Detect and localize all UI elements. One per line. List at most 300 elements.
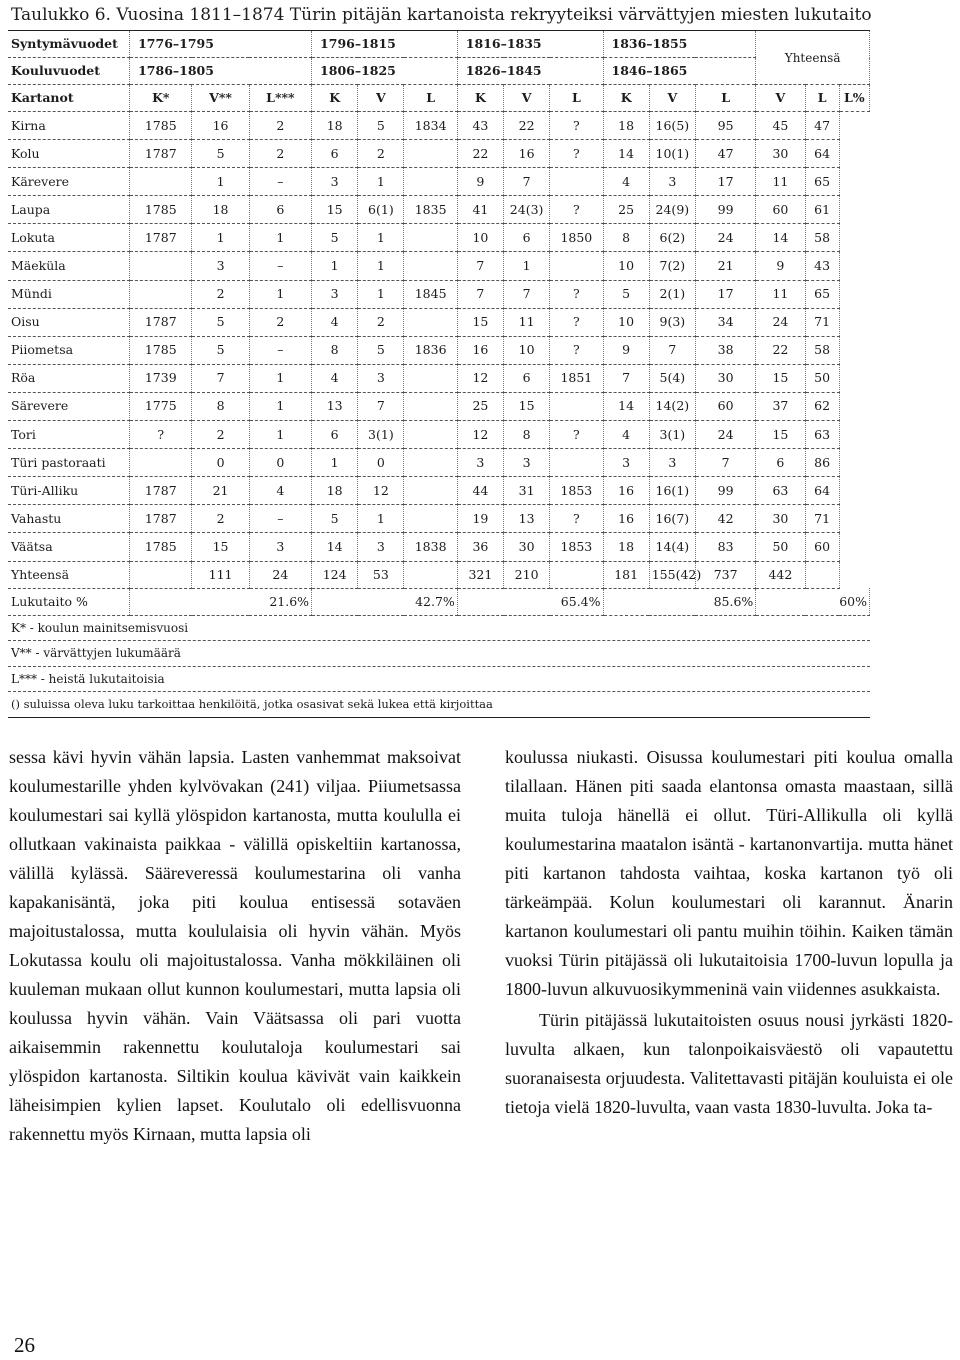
table-cell: [404, 505, 457, 533]
table-cell: –: [249, 252, 311, 280]
table-cell: 2: [249, 112, 311, 140]
table-cell: 3: [603, 449, 649, 477]
column-header: V: [504, 85, 550, 112]
table-cell: [404, 477, 457, 505]
table-cell: 58: [805, 224, 839, 252]
table-title: Taulukko 6. Vuosina 1811–1874 Türin pitäjän kartanoista rekryyteiksi värvättyjen miesten lukutaito: [8, 4, 870, 31]
table-cell: 11: [504, 308, 550, 336]
table-cell: 7: [504, 280, 550, 308]
table-cell: 15: [312, 196, 358, 224]
table-cell: 1836: [404, 336, 457, 364]
table-cell: 21: [192, 477, 249, 505]
table-cell: 8: [603, 224, 649, 252]
table-cell: 0: [249, 449, 311, 477]
table-cell: 25: [457, 392, 503, 420]
table-cell: 6(1): [358, 196, 404, 224]
manor-name-cell: Kolu: [8, 140, 130, 168]
header-period: 1826–1845: [457, 58, 603, 85]
table-cell: 4: [312, 308, 358, 336]
paragraph: Türin pitäjässä lukutaitoisten osuus nousi jyrkästi 1820-luvulta alkaen, kun talonpoikaisväestö oli vapautettu suoranaisesta orjuudesta. Valitettavasti pitäjän kouluista ei ole tietoja vielä 1820-luvulta, vaan vasta 1830-luvulta. Joka ta-: [505, 1010, 953, 1117]
legend-line: () suluissa oleva luku tarkoittaa henkilöitä, jotka osasivat sekä lukea että kirjoittaa: [8, 692, 870, 718]
table-cell: 60: [805, 533, 839, 561]
literacy-percent: 42.7%: [312, 588, 458, 615]
table-cell: [130, 252, 192, 280]
table-cell: 1: [249, 421, 311, 449]
column-header: L: [695, 85, 755, 112]
table-cell: 3: [312, 280, 358, 308]
table-cell: ?: [550, 112, 603, 140]
table-cell: [130, 449, 192, 477]
table-cell: 1785: [130, 112, 192, 140]
table-cell: 4: [603, 421, 649, 449]
manor-name-cell: Tori: [8, 421, 130, 449]
column-header: V**: [192, 85, 249, 112]
totals-row: [8, 561, 870, 588]
table-cell: 50: [756, 533, 805, 561]
table-cell: 24(3): [504, 196, 550, 224]
legend-line: L*** - heistä lukutaitoisia: [8, 667, 870, 693]
table-cell: 2: [249, 308, 311, 336]
table-cell: 7: [192, 364, 249, 392]
table-cell: 5: [312, 224, 358, 252]
table-cell: 5: [358, 112, 404, 140]
totals-cell: 53: [358, 561, 404, 588]
totals-cell: [805, 561, 839, 588]
page-number: 26: [14, 1333, 35, 1357]
table-cell: 15: [756, 364, 805, 392]
table-cell: 2: [192, 505, 249, 533]
column-header: V: [756, 85, 805, 112]
table-cell: 3: [358, 364, 404, 392]
column-header: L%: [839, 85, 869, 112]
totals-cell: 737: [695, 561, 755, 588]
table-cell: 7: [603, 364, 649, 392]
table-cell: ?: [550, 196, 603, 224]
column-header: V: [358, 85, 404, 112]
manor-name-cell: Väätsa: [8, 533, 130, 561]
table-cell: 2: [358, 140, 404, 168]
table-cell: 22: [457, 140, 503, 168]
table-row: [8, 224, 870, 252]
table-cell: –: [249, 168, 311, 196]
table-cell: 7: [504, 168, 550, 196]
table-cell: 43: [805, 252, 839, 280]
table-cell: 0: [358, 449, 404, 477]
header-total: Yhteensä: [756, 31, 870, 85]
table-cell: [404, 364, 457, 392]
table-cell: 16: [504, 140, 550, 168]
literacy-table: [8, 31, 870, 616]
table-cell: 1838: [404, 533, 457, 561]
table-cell: 18: [603, 533, 649, 561]
literacy-row: [8, 588, 870, 615]
table-cell: 16: [192, 112, 249, 140]
manor-name-cell: Vahastu: [8, 505, 130, 533]
table-cell: 7: [457, 280, 503, 308]
table-cell: 7(2): [649, 252, 695, 280]
header-label: Syntymävuodet: [8, 31, 130, 58]
table-cell: 36: [457, 533, 503, 561]
table-cell: 4: [603, 168, 649, 196]
table-cell: 1: [358, 168, 404, 196]
table-cell: 6: [312, 421, 358, 449]
table-cell: 6(2): [649, 224, 695, 252]
table-cell: 16: [457, 336, 503, 364]
table-cell: 12: [457, 364, 503, 392]
table-cell: 1787: [130, 140, 192, 168]
table-cell: 18: [603, 112, 649, 140]
table-cell: [130, 280, 192, 308]
header-period: 1806–1825: [312, 58, 458, 85]
column-header: L: [550, 85, 603, 112]
table-cell: 6: [312, 140, 358, 168]
table-cell: 24: [695, 421, 755, 449]
header-period: 1786–1805: [130, 58, 312, 85]
table-cell: ?: [550, 421, 603, 449]
table-cell: ?: [550, 140, 603, 168]
table-cell: 1787: [130, 477, 192, 505]
table-cell: 83: [695, 533, 755, 561]
header-label: Kouluvuodet: [8, 58, 130, 85]
table-row: [8, 505, 870, 533]
table-cell: 1: [358, 505, 404, 533]
table-cell: 18: [312, 112, 358, 140]
table-cell: 30: [756, 505, 805, 533]
table-cell: 0: [192, 449, 249, 477]
table-cell: 10: [603, 252, 649, 280]
table-cell: 13: [504, 505, 550, 533]
table-cell: 10: [504, 336, 550, 364]
paragraph: sessa kävi hyvin vähän lapsia. Lasten vanhemmat maksoivat koulumestarille yhden kylvövakan (241) viljaa. Piiumetsassa koulumestari sai kyllä ylöspidon kartanosta, mutta koululla ei ollutkaan vakinaista paikkaa - välillä opiskeltiin kartanossa, välillä kylässä. Sääreveressä koulumestarina oli vanha kapakanisäntä, joka piti koulua entisessä sotaväen majoitustalossa, mutta koululaisia oli hyvin vähän. Myös Lokutassa koulu oli majoitustalossa. Vanha mökkiläinen oli kuuleman mukaan ollut kunnon koulumestari, mutta lapsia oli koulussa hyvin vähän. Vain Väätsassa oli pari vuotta aikaisemmin rakennettu koulutaloja koulumestari sai ylöspidon kartanosta. Siltikin koulua kävivät vain kaikkein läheisimpien kylien lapset. Koulutalo oli edellisvuonna rakennettu myös Kirnaan, mutta lapsia oli: [9, 747, 461, 1144]
table-cell: 47: [805, 112, 839, 140]
table-cell: 60: [695, 392, 755, 420]
table-cell: 31: [504, 477, 550, 505]
table-cell: 7: [457, 252, 503, 280]
table-cell: 3: [649, 168, 695, 196]
manor-name-cell: Röa: [8, 364, 130, 392]
table-row: [8, 140, 870, 168]
table-cell: 7: [649, 336, 695, 364]
table-cell: 62: [805, 392, 839, 420]
header-period: 1816–1835: [457, 31, 603, 58]
table-cell: 65: [805, 168, 839, 196]
table-cell: 37: [756, 392, 805, 420]
table-cell: 11: [756, 168, 805, 196]
table-cell: 3(1): [358, 421, 404, 449]
table-cell: 99: [695, 196, 755, 224]
table-cell: 6: [504, 364, 550, 392]
table-cell: [404, 392, 457, 420]
table-cell: 14(4): [649, 533, 695, 561]
totals-cell: 321: [457, 561, 503, 588]
totals-label: Yhteensä: [8, 561, 130, 588]
table-cell: 95: [695, 112, 755, 140]
table-cell: 1775: [130, 392, 192, 420]
table-cell: 15: [457, 308, 503, 336]
text-column-left: [9, 743, 461, 1149]
table-cell: 65: [805, 280, 839, 308]
table-cell: –: [249, 336, 311, 364]
table-cell: 30: [695, 364, 755, 392]
table-cell: 22: [504, 112, 550, 140]
table-cell: 3(1): [649, 421, 695, 449]
table-row: [8, 392, 870, 420]
table-cell: 1853: [550, 477, 603, 505]
table-cell: 1787: [130, 224, 192, 252]
table-cell: [550, 252, 603, 280]
table-cell: 6: [249, 196, 311, 224]
table-cell: 50: [805, 364, 839, 392]
table-cell: [404, 449, 457, 477]
table-cell: 1: [358, 252, 404, 280]
table-row: [8, 336, 870, 364]
column-header: Kartanot: [8, 85, 130, 112]
table-cell: 1: [249, 364, 311, 392]
table-cell: 3: [649, 449, 695, 477]
header-period: 1846–1865: [603, 58, 756, 85]
table-cell: 16(1): [649, 477, 695, 505]
legend-line: V** - värvättyjen lukumäärä: [8, 641, 870, 667]
table-cell: 12: [457, 421, 503, 449]
table-cell: [404, 252, 457, 280]
table-cell: 1739: [130, 364, 192, 392]
table-cell: 2: [192, 421, 249, 449]
table-cell: 1: [358, 280, 404, 308]
totals-cell: 155(42): [649, 561, 695, 588]
header-row-school-years: [8, 58, 870, 85]
table-cell: 99: [695, 477, 755, 505]
table-cell: 61: [805, 196, 839, 224]
totals-cell: 210: [504, 561, 550, 588]
table-cell: 17: [695, 168, 755, 196]
table-legend: [8, 616, 870, 718]
table-cell: [550, 449, 603, 477]
table-cell: 8: [192, 392, 249, 420]
table-row: [8, 449, 870, 477]
table-cell: 8: [504, 421, 550, 449]
column-header: L: [805, 85, 839, 112]
totals-cell: 124: [312, 561, 358, 588]
table-cell: 13: [312, 392, 358, 420]
manor-name-cell: Oisu: [8, 308, 130, 336]
column-header: L***: [249, 85, 311, 112]
header-period: 1776–1795: [130, 31, 312, 58]
literacy-percent: 60%: [756, 588, 870, 615]
table-cell: 30: [756, 140, 805, 168]
table-cell: 2: [192, 280, 249, 308]
table-cell: 64: [805, 140, 839, 168]
table-row: [8, 421, 870, 449]
table-cell: ?: [550, 308, 603, 336]
table-cell: 12: [358, 477, 404, 505]
table-cell: 63: [756, 477, 805, 505]
scanned-table-image: [8, 4, 870, 718]
table-row: [8, 196, 870, 224]
table-cell: 6: [756, 449, 805, 477]
manor-name-cell: Kärevere: [8, 168, 130, 196]
column-header: L: [404, 85, 457, 112]
table-cell: 24(9): [649, 196, 695, 224]
manor-name-cell: Türi-Alliku: [8, 477, 130, 505]
table-cell: 2: [249, 140, 311, 168]
table-cell: [550, 392, 603, 420]
table-cell: 41: [457, 196, 503, 224]
table-cell: 5(4): [649, 364, 695, 392]
table-row: [8, 112, 870, 140]
totals-cell: [130, 561, 192, 588]
table-cell: 14: [312, 533, 358, 561]
manor-name-cell: Lokuta: [8, 224, 130, 252]
table-cell: 9: [457, 168, 503, 196]
table-row: [8, 364, 870, 392]
table-cell: 14: [756, 224, 805, 252]
table-cell: 44: [457, 477, 503, 505]
table-cell: 21: [695, 252, 755, 280]
table-cell: 9(3): [649, 308, 695, 336]
text-column-right: [505, 743, 953, 1122]
literacy-label: Lukutaito %: [8, 588, 130, 615]
table-cell: 16(7): [649, 505, 695, 533]
table-cell: 1785: [130, 533, 192, 561]
table-cell: 45: [756, 112, 805, 140]
totals-cell: [404, 561, 457, 588]
table-cell: [404, 140, 457, 168]
table-cell: 38: [695, 336, 755, 364]
table-cell: 25: [603, 196, 649, 224]
literacy-percent: 21.6%: [130, 588, 312, 615]
table-cell: 14(2): [649, 392, 695, 420]
column-header: K: [312, 85, 358, 112]
table-cell: 1: [358, 224, 404, 252]
table-cell: 5: [358, 336, 404, 364]
table-cell: 5: [192, 140, 249, 168]
table-cell: 1834: [404, 112, 457, 140]
legend-line: K* - koulun mainitsemisvuosi: [8, 616, 870, 642]
table-cell: 58: [805, 336, 839, 364]
table-cell: 1835: [404, 196, 457, 224]
table-row: [8, 533, 870, 561]
column-header: K*: [130, 85, 192, 112]
manor-name-cell: Laupa: [8, 196, 130, 224]
table-row: [8, 477, 870, 505]
table-cell: 4: [249, 477, 311, 505]
manor-name-cell: Piiometsa: [8, 336, 130, 364]
table-cell: 16: [603, 505, 649, 533]
table-cell: 10(1): [649, 140, 695, 168]
table-cell: 1850: [550, 224, 603, 252]
table-cell: 6: [504, 224, 550, 252]
manor-name-cell: Särevere: [8, 392, 130, 420]
table-cell: 43: [457, 112, 503, 140]
table-cell: 3: [358, 533, 404, 561]
table-cell: ?: [130, 421, 192, 449]
table-cell: 14: [603, 140, 649, 168]
table-cell: 22: [756, 336, 805, 364]
table-row: [8, 168, 870, 196]
table-cell: 1845: [404, 280, 457, 308]
table-cell: 8: [312, 336, 358, 364]
table-cell: 5: [312, 505, 358, 533]
table-cell: ?: [550, 505, 603, 533]
table-cell: 1853: [550, 533, 603, 561]
table-cell: 1785: [130, 336, 192, 364]
table-cell: 15: [192, 533, 249, 561]
table-cell: 9: [756, 252, 805, 280]
manor-name-cell: Türi pastoraati: [8, 449, 130, 477]
table-cell: 18: [192, 196, 249, 224]
table-cell: 10: [457, 224, 503, 252]
table-cell: [550, 168, 603, 196]
table-cell: [404, 308, 457, 336]
table-cell: –: [249, 505, 311, 533]
column-header: K: [603, 85, 649, 112]
table-cell: 3: [312, 168, 358, 196]
table-cell: 47: [695, 140, 755, 168]
column-header-row: [8, 85, 870, 112]
table-cell: 71: [805, 505, 839, 533]
table-cell: 1: [312, 449, 358, 477]
manor-name-cell: Mäeküla: [8, 252, 130, 280]
table-cell: [404, 168, 457, 196]
table-cell: 15: [504, 392, 550, 420]
table-cell: 3: [457, 449, 503, 477]
table-cell: 7: [358, 392, 404, 420]
column-header: K: [457, 85, 503, 112]
table-cell: 2: [358, 308, 404, 336]
table-cell: 34: [695, 308, 755, 336]
table-cell: 1787: [130, 308, 192, 336]
table-cell: 9: [603, 336, 649, 364]
table-cell: 3: [192, 252, 249, 280]
table-cell: 15: [756, 421, 805, 449]
header-period: 1836–1855: [603, 31, 756, 58]
table-cell: 1: [249, 392, 311, 420]
table-row: [8, 280, 870, 308]
table-cell: 7: [695, 449, 755, 477]
table-row: [8, 252, 870, 280]
table-cell: 1: [192, 224, 249, 252]
table-cell: 2(1): [649, 280, 695, 308]
table-cell: 71: [805, 308, 839, 336]
table-cell: [404, 421, 457, 449]
table-cell: 86: [805, 449, 839, 477]
table-row: [8, 308, 870, 336]
table-cell: 18: [312, 477, 358, 505]
table-cell: 1: [312, 252, 358, 280]
table-cell: [130, 168, 192, 196]
table-cell: 19: [457, 505, 503, 533]
manor-name-cell: Kirna: [8, 112, 130, 140]
literacy-percent: 65.4%: [457, 588, 603, 615]
table-cell: 1: [504, 252, 550, 280]
table-cell: 1: [192, 168, 249, 196]
table-cell: ?: [550, 336, 603, 364]
header-row-birth-years: [8, 31, 870, 58]
table-cell: 1785: [130, 196, 192, 224]
table-cell: 24: [695, 224, 755, 252]
column-header: V: [649, 85, 695, 112]
table-cell: 3: [504, 449, 550, 477]
table-cell: 17: [695, 280, 755, 308]
totals-cell: [550, 561, 603, 588]
table-cell: 5: [192, 336, 249, 364]
table-cell: 16(5): [649, 112, 695, 140]
table-cell: 1787: [130, 505, 192, 533]
table-cell: 1851: [550, 364, 603, 392]
table-cell: 63: [805, 421, 839, 449]
table-cell: 16: [603, 477, 649, 505]
table-cell: 1: [249, 280, 311, 308]
